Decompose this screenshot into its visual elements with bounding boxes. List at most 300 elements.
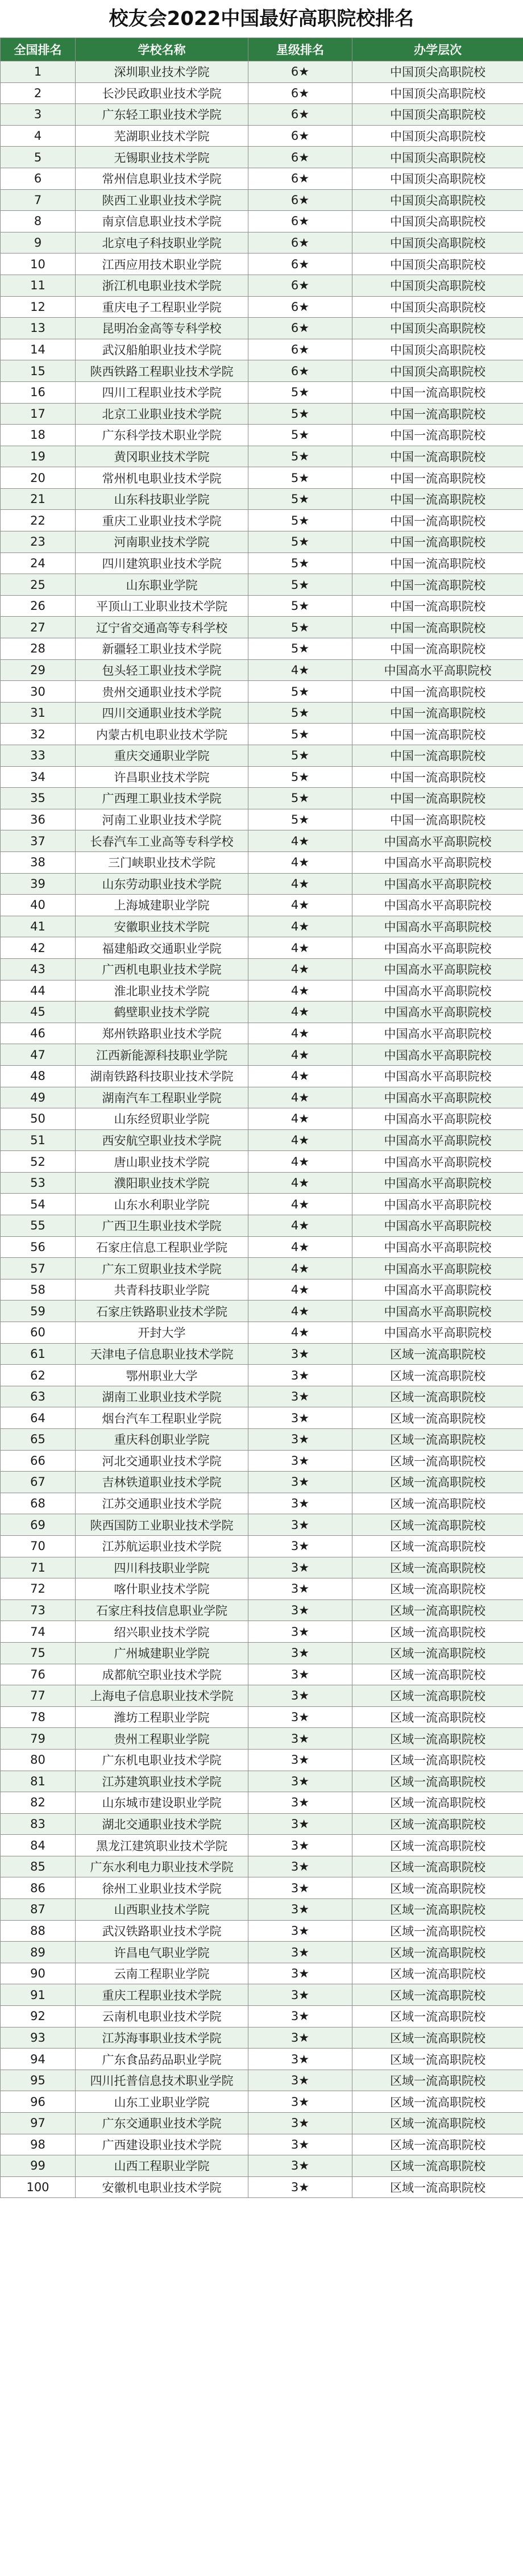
cell-school-name: 淮北职业技术学院	[76, 980, 248, 1002]
cell-star-rating: 3★	[248, 1963, 352, 1984]
cell-school-name: 陕西铁路工程职业技术学院	[76, 360, 248, 382]
cell-level: 中国一流高职院校	[352, 531, 523, 553]
cell-star-rating: 3★	[248, 1728, 352, 1750]
cell-star-rating: 4★	[248, 1215, 352, 1237]
cell-rank: 51	[1, 1129, 76, 1151]
table-row	[1, 425, 523, 446]
cell-rank: 54	[1, 1194, 76, 1215]
cell-star-rating: 4★	[248, 1236, 352, 1258]
table-row	[1, 1535, 523, 1557]
table-row	[1, 2155, 523, 2177]
cell-star-rating: 5★	[248, 702, 352, 724]
cell-school-name: 广东机电职业技术学院	[76, 1749, 248, 1771]
cell-rank: 50	[1, 1108, 76, 1130]
cell-rank: 39	[1, 873, 76, 895]
cell-star-rating: 3★	[248, 1877, 352, 1899]
header-star-rating: 星级排名	[248, 38, 352, 61]
cell-star-rating: 3★	[248, 1472, 352, 1493]
table-row	[1, 1813, 523, 1835]
cell-rank: 76	[1, 1664, 76, 1685]
cell-school-name: 重庆交通职业学院	[76, 745, 248, 767]
cell-school-name: 河南职业技术学院	[76, 531, 248, 553]
cell-level: 区域一流高职院校	[352, 1386, 523, 1407]
cell-school-name: 吉林铁道职业技术学院	[76, 1472, 248, 1493]
cell-rank: 98	[1, 2134, 76, 2155]
table-row	[1, 552, 523, 574]
cell-star-rating: 3★	[248, 2176, 352, 2198]
cell-level: 中国一流高职院校	[352, 446, 523, 467]
cell-school-name: 江苏航运职业技术学院	[76, 1535, 248, 1557]
cell-star-rating: 5★	[248, 617, 352, 638]
cell-school-name: 西安航空职业技术学院	[76, 1129, 248, 1151]
table-row	[1, 1493, 523, 1514]
cell-level: 区域一流高职院校	[352, 1920, 523, 1942]
table-row	[1, 1108, 523, 1130]
table-row	[1, 595, 523, 617]
cell-school-name: 山东科技职业学院	[76, 488, 248, 510]
cell-star-rating: 3★	[248, 1386, 352, 1407]
table-row	[1, 82, 523, 104]
cell-star-rating: 3★	[248, 1664, 352, 1685]
cell-rank: 59	[1, 1301, 76, 1322]
table-row	[1, 873, 523, 895]
cell-school-name: 许昌职业技术学院	[76, 766, 248, 788]
cell-school-name: 烟台汽车工程职业学院	[76, 1407, 248, 1429]
cell-rank: 35	[1, 788, 76, 809]
cell-star-rating: 4★	[248, 1151, 352, 1173]
table-row	[1, 809, 523, 830]
table-row	[1, 403, 523, 425]
cell-school-name: 广西建设职业技术学院	[76, 2134, 248, 2155]
cell-level: 中国高水平高职院校	[352, 1258, 523, 1279]
cell-school-name: 广东工贸职业技术学院	[76, 1258, 248, 1279]
cell-school-name: 江西应用技术职业学院	[76, 254, 248, 275]
cell-star-rating: 6★	[248, 125, 352, 147]
cell-level: 中国高水平高职院校	[352, 1129, 523, 1151]
cell-rank: 32	[1, 724, 76, 745]
cell-star-rating: 4★	[248, 1258, 352, 1279]
cell-rank: 100	[1, 2176, 76, 2198]
cell-rank: 37	[1, 830, 76, 852]
cell-star-rating: 6★	[248, 189, 352, 211]
table-row	[1, 1386, 523, 1407]
table-row	[1, 1450, 523, 1472]
table-row	[1, 147, 523, 168]
table-row	[1, 1621, 523, 1643]
cell-level: 中国顶尖高职院校	[352, 360, 523, 382]
cell-level: 中国高水平高职院校	[352, 937, 523, 959]
cell-rank: 88	[1, 1920, 76, 1942]
table-row	[1, 1194, 523, 1215]
cell-level: 中国一流高职院校	[352, 681, 523, 703]
cell-rank: 66	[1, 1450, 76, 1472]
cell-school-name: 长沙民政职业技术学院	[76, 82, 248, 104]
table-row	[1, 1856, 523, 1877]
table-row	[1, 360, 523, 382]
cell-star-rating: 4★	[248, 1065, 352, 1087]
cell-level: 中国高水平高职院校	[352, 1151, 523, 1173]
cell-school-name: 广东轻工职业技术学院	[76, 104, 248, 126]
cell-rank: 83	[1, 1813, 76, 1835]
table-row	[1, 574, 523, 596]
cell-school-name: 濮阳职业技术学院	[76, 1172, 248, 1194]
table-row	[1, 1792, 523, 1814]
cell-level: 区域一流高职院校	[352, 1813, 523, 1835]
cell-school-name: 成都航空职业技术学院	[76, 1664, 248, 1685]
cell-star-rating: 5★	[248, 574, 352, 596]
cell-level: 中国一流高职院校	[352, 745, 523, 767]
cell-star-rating: 3★	[248, 1899, 352, 1921]
cell-school-name: 内蒙古机电职业技术学院	[76, 724, 248, 745]
table-row	[1, 659, 523, 681]
cell-school-name: 郑州铁路职业技术学院	[76, 1023, 248, 1044]
table-row	[1, 2027, 523, 2049]
cell-rank: 45	[1, 1002, 76, 1023]
table-row	[1, 211, 523, 232]
cell-star-rating: 5★	[248, 724, 352, 745]
table-row	[1, 1215, 523, 1237]
cell-school-name: 常州机电职业技术学院	[76, 467, 248, 489]
cell-level: 区域一流高职院校	[352, 2027, 523, 2049]
cell-school-name: 唐山职业技术学院	[76, 1151, 248, 1173]
cell-rank: 11	[1, 275, 76, 296]
cell-star-rating: 3★	[248, 2027, 352, 2049]
table-row	[1, 916, 523, 937]
cell-rank: 99	[1, 2155, 76, 2177]
cell-school-name: 重庆工业职业技术学院	[76, 510, 248, 531]
cell-level: 中国顶尖高职院校	[352, 125, 523, 147]
table-row	[1, 724, 523, 745]
cell-level: 区域一流高职院校	[352, 2155, 523, 2177]
cell-level: 中国高水平高职院校	[352, 895, 523, 916]
cell-star-rating: 4★	[248, 1108, 352, 1130]
cell-rank: 82	[1, 1792, 76, 1814]
cell-rank: 41	[1, 916, 76, 937]
cell-rank: 7	[1, 189, 76, 211]
cell-school-name: 四川工程职业技术学院	[76, 381, 248, 403]
cell-level: 中国高水平高职院校	[352, 830, 523, 852]
cell-star-rating: 4★	[248, 937, 352, 959]
cell-level: 中国顶尖高职院校	[352, 275, 523, 296]
cell-star-rating: 6★	[248, 147, 352, 168]
table-row	[1, 339, 523, 360]
cell-star-rating: 3★	[248, 1493, 352, 1514]
table-row	[1, 1514, 523, 1536]
cell-level: 区域一流高职院校	[352, 1493, 523, 1514]
table-row	[1, 1578, 523, 1600]
cell-level: 区域一流高职院校	[352, 1557, 523, 1578]
table-row	[1, 788, 523, 809]
cell-level: 中国一流高职院校	[352, 638, 523, 660]
cell-star-rating: 4★	[248, 916, 352, 937]
table-row	[1, 531, 523, 553]
cell-school-name: 上海电子信息职业技术学院	[76, 1685, 248, 1707]
cell-star-rating: 4★	[248, 1044, 352, 1066]
cell-level: 中国一流高职院校	[352, 488, 523, 510]
table-row	[1, 189, 523, 211]
cell-school-name: 陕西国防工业职业技术学院	[76, 1514, 248, 1536]
cell-rank: 77	[1, 1685, 76, 1707]
cell-school-name: 四川建筑职业技术学院	[76, 552, 248, 574]
cell-level: 区域一流高职院校	[352, 2176, 523, 2198]
cell-rank: 96	[1, 2091, 76, 2113]
cell-level: 区域一流高职院校	[352, 1343, 523, 1365]
cell-star-rating: 3★	[248, 1835, 352, 1856]
cell-rank: 70	[1, 1535, 76, 1557]
cell-rank: 57	[1, 1258, 76, 1279]
cell-level: 区域一流高职院校	[352, 2091, 523, 2113]
cell-rank: 92	[1, 2006, 76, 2027]
cell-school-name: 福建船政交通职业学院	[76, 937, 248, 959]
cell-rank: 80	[1, 1749, 76, 1771]
cell-level: 中国高水平高职院校	[352, 916, 523, 937]
cell-level: 区域一流高职院校	[352, 1856, 523, 1877]
cell-rank: 30	[1, 681, 76, 703]
cell-rank: 4	[1, 125, 76, 147]
cell-level: 区域一流高职院校	[352, 1621, 523, 1643]
cell-level: 中国顶尖高职院校	[352, 104, 523, 126]
cell-rank: 94	[1, 2049, 76, 2070]
cell-level: 中国高水平高职院校	[352, 1194, 523, 1215]
cell-level: 区域一流高职院校	[352, 1514, 523, 1536]
cell-rank: 61	[1, 1343, 76, 1365]
cell-level: 中国高水平高职院校	[352, 851, 523, 873]
cell-rank: 63	[1, 1386, 76, 1407]
cell-school-name: 四川托普信息技术职业学院	[76, 2070, 248, 2091]
cell-level: 中国高水平高职院校	[352, 1301, 523, 1322]
table-row	[1, 2113, 523, 2134]
cell-level: 区域一流高职院校	[352, 1877, 523, 1899]
cell-star-rating: 3★	[248, 1792, 352, 1814]
cell-star-rating: 5★	[248, 403, 352, 425]
cell-level: 区域一流高职院校	[352, 1578, 523, 1600]
cell-school-name: 安徽机电职业技术学院	[76, 2176, 248, 2198]
cell-rank: 28	[1, 638, 76, 660]
cell-level: 区域一流高职院校	[352, 1450, 523, 1472]
cell-star-rating: 3★	[248, 1771, 352, 1792]
table-row	[1, 1129, 523, 1151]
cell-school-name: 武汉铁路职业技术学院	[76, 1920, 248, 1942]
cell-school-name: 北京电子科技职业学院	[76, 232, 248, 254]
cell-rank: 23	[1, 531, 76, 553]
cell-rank: 72	[1, 1578, 76, 1600]
cell-school-name: 徐州工业职业技术学院	[76, 1877, 248, 1899]
cell-school-name: 黄冈职业技术学院	[76, 446, 248, 467]
cell-school-name: 江苏交通职业技术学院	[76, 1493, 248, 1514]
cell-rank: 22	[1, 510, 76, 531]
cell-school-name: 山东劳动职业技术学院	[76, 873, 248, 895]
cell-star-rating: 6★	[248, 254, 352, 275]
table-row	[1, 1429, 523, 1451]
cell-school-name: 潍坊工程职业学院	[76, 1706, 248, 1728]
header-rank: 全国排名	[1, 38, 76, 61]
table-row	[1, 1942, 523, 1963]
cell-level: 区域一流高职院校	[352, 1942, 523, 1963]
cell-school-name: 平顶山工业职业技术学院	[76, 595, 248, 617]
table-row	[1, 937, 523, 959]
cell-level: 中国顶尖高职院校	[352, 211, 523, 232]
table-row	[1, 467, 523, 489]
cell-level: 中国一流高职院校	[352, 788, 523, 809]
table-row	[1, 1087, 523, 1108]
cell-level: 区域一流高职院校	[352, 1706, 523, 1728]
cell-rank: 40	[1, 895, 76, 916]
table-row	[1, 1642, 523, 1664]
cell-level: 区域一流高职院校	[352, 1685, 523, 1707]
cell-level: 中国顶尖高职院校	[352, 254, 523, 275]
cell-level: 中国高水平高职院校	[352, 1279, 523, 1301]
table-row	[1, 1151, 523, 1173]
header-level: 办学层次	[352, 38, 523, 61]
table-row	[1, 232, 523, 254]
cell-rank: 48	[1, 1065, 76, 1087]
cell-rank: 27	[1, 617, 76, 638]
cell-star-rating: 3★	[248, 1365, 352, 1386]
cell-school-name: 湖北交通职业技术学院	[76, 1813, 248, 1835]
cell-school-name: 广东交通职业技术学院	[76, 2113, 248, 2134]
table-row	[1, 1963, 523, 1984]
table-row	[1, 2134, 523, 2155]
table-row	[1, 1706, 523, 1728]
cell-star-rating: 3★	[248, 1685, 352, 1707]
cell-level: 中国高水平高职院校	[352, 1023, 523, 1044]
cell-level: 中国一流高职院校	[352, 595, 523, 617]
cell-level: 中国顶尖高职院校	[352, 189, 523, 211]
cell-star-rating: 5★	[248, 638, 352, 660]
cell-level: 区域一流高职院校	[352, 1749, 523, 1771]
cell-level: 中国顶尖高职院校	[352, 232, 523, 254]
table-row	[1, 638, 523, 660]
cell-school-name: 广西卫生职业技术学院	[76, 1215, 248, 1237]
cell-level: 区域一流高职院校	[352, 2134, 523, 2155]
cell-school-name: 重庆科创职业学院	[76, 1429, 248, 1451]
cell-school-name: 山西职业技术学院	[76, 1899, 248, 1921]
cell-rank: 43	[1, 958, 76, 980]
table-row	[1, 958, 523, 980]
cell-school-name: 云南机电职业技术学院	[76, 2006, 248, 2027]
table-row	[1, 1065, 523, 1087]
table-row	[1, 745, 523, 767]
cell-level: 区域一流高职院校	[352, 2049, 523, 2070]
table-row	[1, 895, 523, 916]
cell-school-name: 南京信息职业技术学院	[76, 211, 248, 232]
cell-school-name: 广东食品药品职业学院	[76, 2049, 248, 2070]
cell-star-rating: 6★	[248, 61, 352, 83]
table-row	[1, 104, 523, 126]
cell-rank: 73	[1, 1599, 76, 1621]
cell-school-name: 北京工业职业技术学院	[76, 403, 248, 425]
cell-rank: 17	[1, 403, 76, 425]
cell-star-rating: 6★	[248, 275, 352, 296]
cell-star-rating: 4★	[248, 1002, 352, 1023]
table-row	[1, 61, 523, 83]
cell-star-rating: 3★	[248, 1450, 352, 1472]
cell-level: 中国一流高职院校	[352, 702, 523, 724]
cell-level: 中国顶尖高职院校	[352, 82, 523, 104]
cell-star-rating: 5★	[248, 809, 352, 830]
cell-level: 中国顶尖高职院校	[352, 339, 523, 360]
cell-star-rating: 3★	[248, 1429, 352, 1451]
cell-level: 中国高水平高职院校	[352, 980, 523, 1002]
cell-school-name: 黑龙江建筑职业技术学院	[76, 1835, 248, 1856]
cell-level: 中国一流高职院校	[352, 617, 523, 638]
table-row	[1, 488, 523, 510]
cell-star-rating: 3★	[248, 1407, 352, 1429]
cell-level: 中国高水平高职院校	[352, 1236, 523, 1258]
cell-star-rating: 3★	[248, 1749, 352, 1771]
cell-star-rating: 4★	[248, 830, 352, 852]
table-row	[1, 1728, 523, 1750]
cell-level: 区域一流高职院校	[352, 2006, 523, 2027]
cell-level: 中国高水平高职院校	[352, 659, 523, 681]
cell-rank: 2	[1, 82, 76, 104]
cell-level: 区域一流高职院校	[352, 1535, 523, 1557]
cell-level: 中国一流高职院校	[352, 809, 523, 830]
cell-level: 区域一流高职院校	[352, 1642, 523, 1664]
cell-star-rating: 3★	[248, 1813, 352, 1835]
cell-school-name: 云南工程职业学院	[76, 1963, 248, 1984]
cell-rank: 55	[1, 1215, 76, 1237]
cell-school-name: 浙江机电职业技术学院	[76, 275, 248, 296]
cell-rank: 86	[1, 1877, 76, 1899]
cell-school-name: 湖南铁路科技职业技术学院	[76, 1065, 248, 1087]
cell-star-rating: 5★	[248, 425, 352, 446]
cell-rank: 9	[1, 232, 76, 254]
cell-rank: 74	[1, 1621, 76, 1643]
table-row	[1, 1172, 523, 1194]
cell-rank: 31	[1, 702, 76, 724]
cell-star-rating: 4★	[248, 851, 352, 873]
cell-rank: 44	[1, 980, 76, 1002]
cell-level: 区域一流高职院校	[352, 1984, 523, 2006]
cell-rank: 52	[1, 1151, 76, 1173]
table-row	[1, 1472, 523, 1493]
cell-star-rating: 5★	[248, 467, 352, 489]
cell-level: 区域一流高职院校	[352, 1835, 523, 1856]
cell-school-name: 武汉船舶职业技术学院	[76, 339, 248, 360]
cell-school-name: 江西新能源科技职业学院	[76, 1044, 248, 1066]
cell-star-rating: 5★	[248, 745, 352, 767]
cell-school-name: 贵州交通职业技术学院	[76, 681, 248, 703]
table-row	[1, 510, 523, 531]
cell-level: 中国高水平高职院校	[352, 1044, 523, 1066]
cell-rank: 89	[1, 1942, 76, 1963]
cell-school-name: 四川交通职业技术学院	[76, 702, 248, 724]
cell-rank: 69	[1, 1514, 76, 1536]
table-row	[1, 702, 523, 724]
cell-level: 中国高水平高职院校	[352, 873, 523, 895]
cell-level: 中国一流高职院校	[352, 381, 523, 403]
cell-star-rating: 5★	[248, 531, 352, 553]
cell-school-name: 江苏建筑职业技术学院	[76, 1771, 248, 1792]
cell-school-name: 上海城建职业学院	[76, 895, 248, 916]
cell-rank: 53	[1, 1172, 76, 1194]
cell-school-name: 广东科学技术职业学院	[76, 425, 248, 446]
cell-school-name: 广西机电职业技术学院	[76, 958, 248, 980]
table-row	[1, 381, 523, 403]
cell-star-rating: 3★	[248, 1557, 352, 1578]
cell-school-name: 江苏海事职业技术学院	[76, 2027, 248, 2049]
cell-star-rating: 3★	[248, 1984, 352, 2006]
cell-rank: 75	[1, 1642, 76, 1664]
cell-level: 区域一流高职院校	[352, 1792, 523, 1814]
cell-star-rating: 4★	[248, 1023, 352, 1044]
table-row	[1, 681, 523, 703]
table-row	[1, 1279, 523, 1301]
cell-rank: 84	[1, 1835, 76, 1856]
cell-star-rating: 4★	[248, 1194, 352, 1215]
cell-star-rating: 3★	[248, 2155, 352, 2177]
